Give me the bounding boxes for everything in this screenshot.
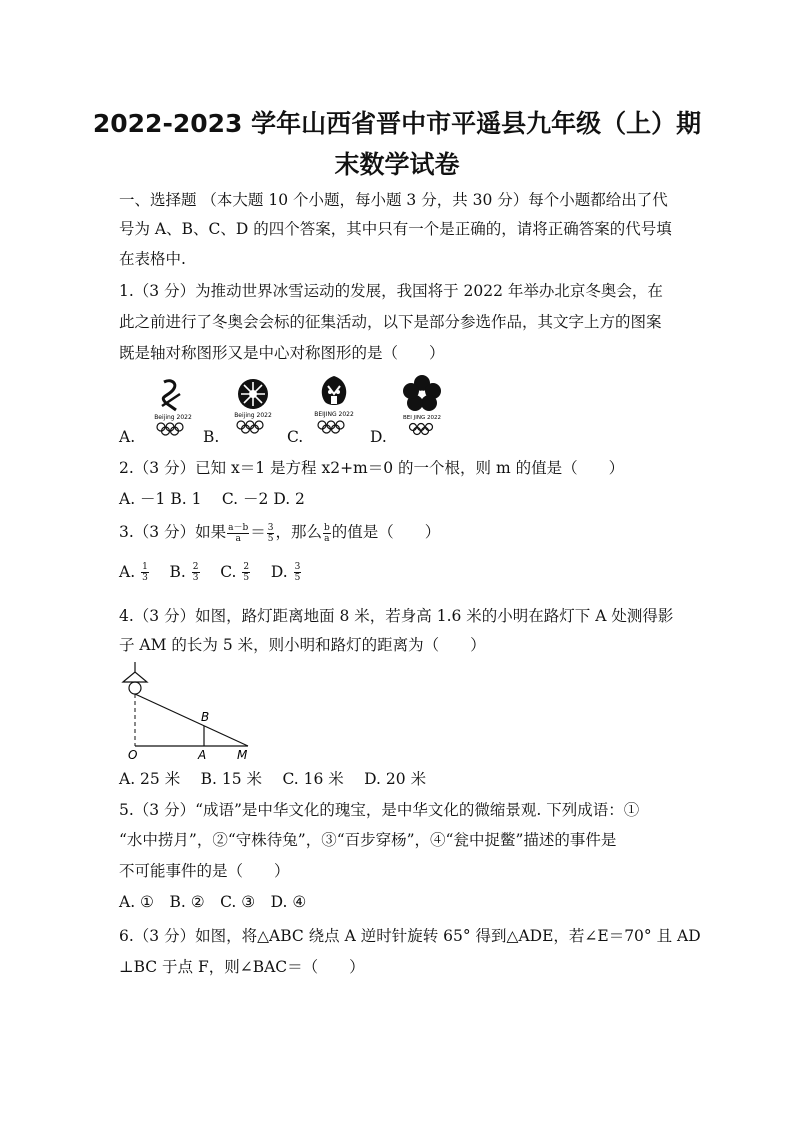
q3-fraction-2: $\frac{3}{5}$ xyxy=(267,522,274,544)
q2-question: 2.（3 分）已知 x＝1 是方程 x2+m＝0 的一个根，则 m 的值是（ ） xyxy=(119,459,625,477)
q4-options: A. 25 米 B. 15 米 C. 16 米 D. 20 米 xyxy=(119,770,427,788)
label-m: M xyxy=(237,748,248,762)
q5-options: A. ① B. ② C. ③ D. ④ xyxy=(119,893,307,911)
q1-line1: 1.（3 分）为推动世界冰雪运动的发展，我国将于 2022 年举办北京冬奥会，在 xyxy=(119,282,663,300)
q6-line2: ⊥BC 于点 F，则∠BAC＝（ ） xyxy=(119,958,365,976)
q4-line2: 子 AM 的长为 5 米，则小明和路灯的距离为（ ） xyxy=(119,636,486,654)
q3-option-a: A. $\frac{1}{3}$ xyxy=(119,562,148,583)
q1-line3: 既是轴对称图形又是中心对称图形的是（ ） xyxy=(119,344,445,362)
q3-prefix: 3.（3 分）如果 xyxy=(119,523,227,541)
label-a: A xyxy=(198,748,207,762)
q3-question xyxy=(119,520,440,544)
q1-logo-c-image xyxy=(303,374,365,436)
q2-options: A. －1 B. 1 C. －2 D. 2 xyxy=(119,490,305,508)
section-instructions-line2: 号为 A、B、C、D 的四个答案，其中只有一个是正确的，请将正确答案的代号填 xyxy=(119,220,672,238)
section-instructions-line3: 在表格中. xyxy=(119,250,186,268)
q3-options xyxy=(119,562,302,583)
q1-logo-b-image xyxy=(222,374,284,436)
q4-line1: 4.（3 分）如图，路灯距离地面 8 米，若身高 1.6 米的小明在路灯下 A 处测得影 xyxy=(119,607,674,625)
q1-line2: 此之前进行了冬奥会会标的征集活动，以下是部分参选作品，其文字上方的图案 xyxy=(119,313,662,331)
q3-option-d: D. $\frac{3}{5}$ xyxy=(270,562,301,583)
q4-streetlight-figure xyxy=(115,660,265,762)
q3-equals: ＝ xyxy=(250,523,266,541)
q3-fraction-1: $\frac{a-b}{a}$ xyxy=(228,522,249,544)
q5-line3: 不可能事件的是（ ） xyxy=(119,862,290,880)
q1-option-a-label: A. xyxy=(119,428,136,446)
section-instructions-line1: 一、选择题 （本大题 10 个小题，每小题 3 分，共 30 分）每个小题都给出了代 xyxy=(119,191,668,209)
q1-logo-d-image xyxy=(391,374,453,436)
q1-option-d-label: D. xyxy=(370,428,387,446)
label-b: B xyxy=(201,710,210,724)
q1-logo-c-text: BEIJING 2022 xyxy=(314,411,354,418)
page-title-line2: 末数学试卷 xyxy=(334,150,460,179)
q3-option-b: B. $\frac{2}{3}$ xyxy=(169,562,199,583)
q1-option-b-label: B. xyxy=(203,428,220,446)
q3-suffix: 的值是（ ） xyxy=(331,523,441,541)
label-o: O xyxy=(128,748,138,762)
page-title-line1: 2022-2023 学年山西省晋中市平遥县九年级（上）期 xyxy=(92,109,702,138)
q1-logo-a-image xyxy=(142,374,204,436)
q1-logo-a-text: Beijing 2022 xyxy=(154,414,192,421)
q3-fraction-3: $\frac{b}{a}$ xyxy=(323,522,330,544)
q1-option-c-label: C. xyxy=(287,428,304,446)
q5-line2: “水中捞月”，②“守株待兔”，③“百步穿杨”，④“瓮中捉鳖”描述的事件是 xyxy=(119,831,617,849)
q1-logo-d-text: BEI JING 2022 xyxy=(403,415,441,421)
q3-mid: ，那么 xyxy=(275,523,322,541)
lamp-icon xyxy=(129,682,141,694)
q6-line1: 6.（3 分）如图，将△ABC 绕点 A 逆时针旋转 65° 得到△ADE，若∠E＝70° 且 AD xyxy=(119,927,701,945)
q5-line1: 5.（3 分）“成语”是中华文化的瑰宝，是中华文化的微缩景观. 下列成语：① xyxy=(119,801,640,819)
q1-logo-b-text: Beijing 2022 xyxy=(234,412,272,419)
q3-option-c: C. $\frac{2}{5}$ xyxy=(220,562,250,583)
